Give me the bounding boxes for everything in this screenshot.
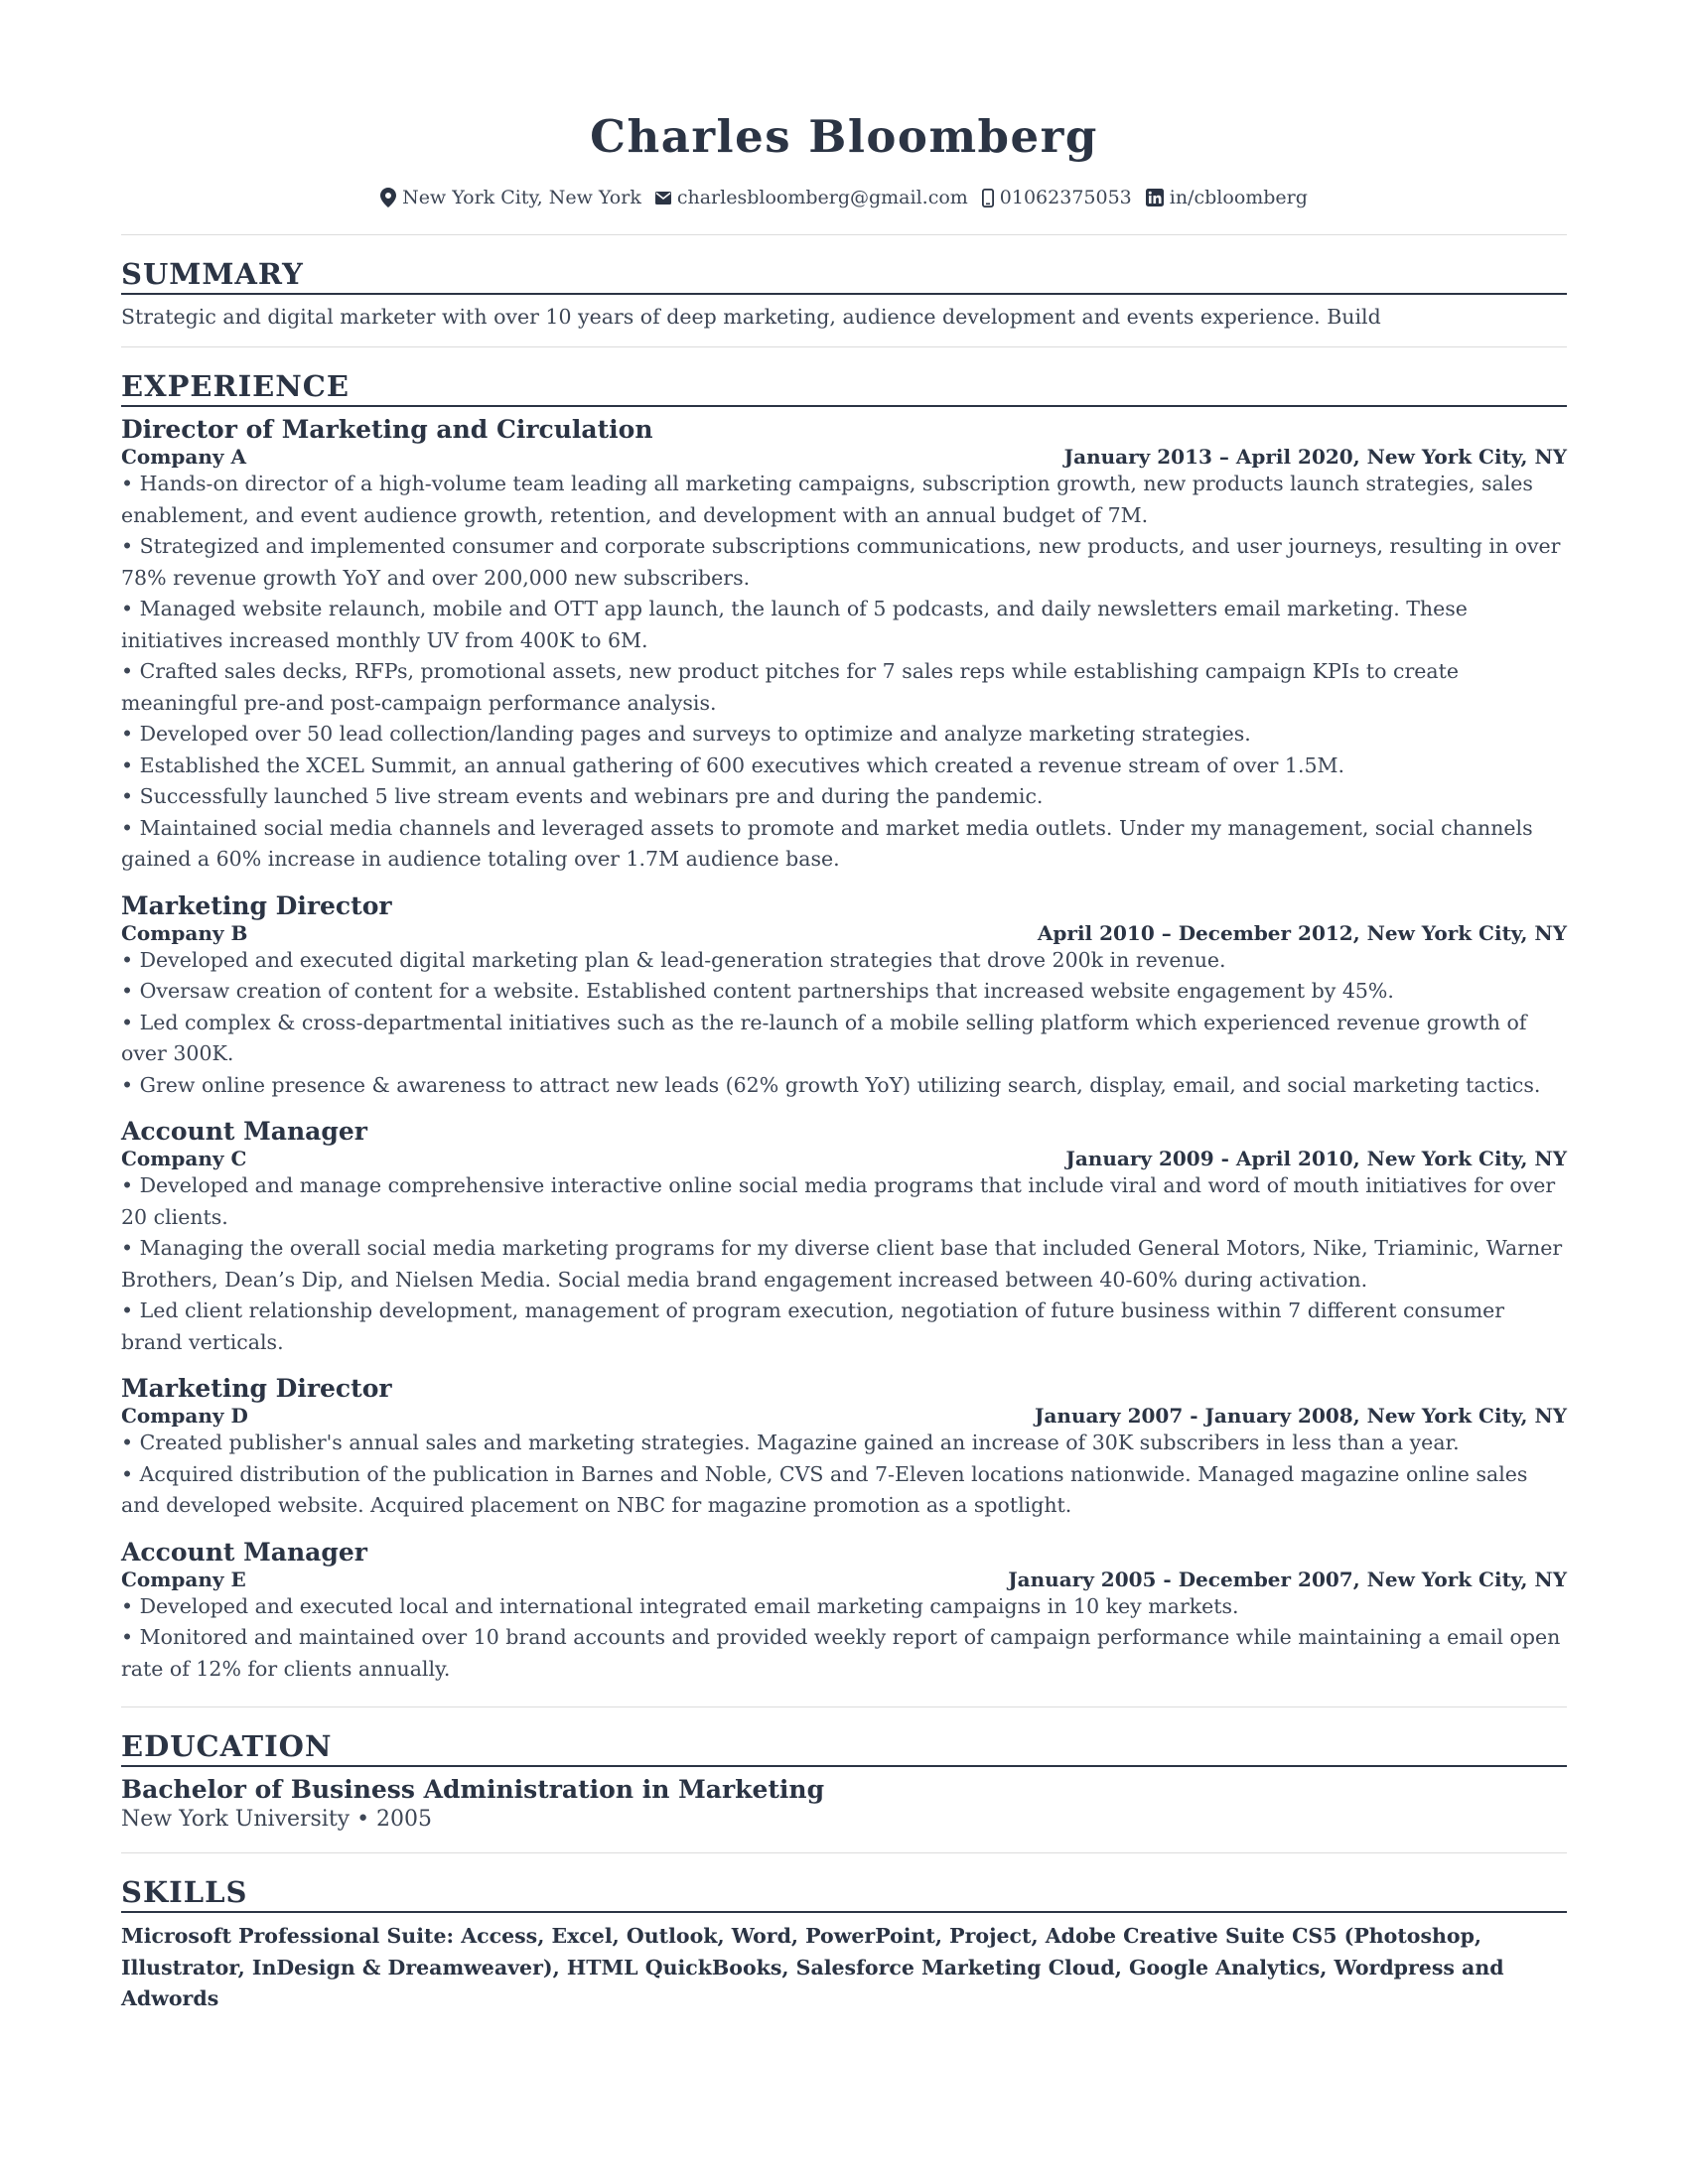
job-bullet: • Monitored and maintained over 10 brand accounts and provided weekly report of campaign performance while maintaining a email open rate of 12% for clients annually. (121, 1625, 1561, 1681)
candidate-name: Charles Bloomberg (590, 110, 1098, 163)
experience-heading: EXPERIENCE (121, 369, 1567, 407)
job-bullet: • Managed website relaunch, mobile and OTT app launch, the launch of 5 podcasts, and daily newsletters email marketing. These initiatives increased monthly UV from 400K to 6M. (121, 597, 1468, 652)
job-entry (121, 891, 1567, 1102)
job-bullet: • Maintained social media channels and leveraged assets to promote and market media outlets. Under my management, social channels gained a 60% increase in audience totaling over 1.7M audience base. (121, 815, 1533, 871)
job-bullet: • Managing the overall social media marketing programs for my diverse client base that included General Motors, Nike, Triaminic, Warner Brothers, Dean’s Dip, and Nielsen Media. Social media brand engagement increased between 40-60% during activation. (121, 1236, 1563, 1292)
location-pin-icon (380, 188, 396, 207)
job-dates-location: January 2009 - April 2010, New York City, NY (1065, 1147, 1567, 1170)
contact-location (380, 187, 641, 208)
job-bullet: • Crafted sales decks, RFPs, promotional assets, new product pitches for 7 sales reps while establishing campaign KPIs to create meaningful pre-and post-campaign performance analysis. (121, 659, 1459, 715)
contact-email[interactable] (655, 187, 968, 208)
job-dates-location: January 2005 - December 2007, New York City, NY (1008, 1567, 1567, 1591)
job-entry (121, 1374, 1567, 1522)
job-bullet: • Developed and executed local and international integrated email marketing campaigns in 10 key markets. (121, 1593, 1239, 1618)
envelope-icon (655, 192, 671, 205)
job-meta (121, 445, 1567, 469)
job-bullet: • Created publisher's annual sales and marketing strategies. Magazine gained an increase of 30K subscribers in less than a year. (121, 1431, 1460, 1454)
contact-linkedin[interactable] (1146, 187, 1308, 208)
degree-title: Bachelor of Business Administration in Marketing (121, 1775, 825, 1804)
education-heading: EDUCATION (121, 1729, 1567, 1767)
education-section (121, 1729, 1567, 1835)
phone-number[interactable]: 01062375053 (999, 187, 1132, 208)
email-link[interactable]: charlesbloomberg@gmail.com (676, 187, 968, 208)
job-title: Marketing Director (121, 1374, 392, 1403)
skills-list: Microsoft Professional Suite: Access, Excel, Outlook, Word, PowerPoint, Project, Adobe Creative Suite CS5 (Photoshop, Illustrator, InDesign & Dreamweaver), HTML QuickBooks, Salesforce Marketing Cloud, Google Analytics, Wordpress and Adwords (121, 1924, 1504, 2010)
job-title: Account Manager (121, 1537, 367, 1567)
experience-section (121, 369, 1567, 1706)
summary-divider (121, 346, 1567, 347)
skills-section (121, 1875, 1567, 2015)
summary-heading: SUMMARY (121, 257, 1567, 295)
job-meta (121, 1568, 1567, 1591)
job-meta (121, 1404, 1567, 1428)
job-dates-location: January 2007 - January 2008, New York City, NY (1034, 1404, 1567, 1428)
job-title: Account Manager (121, 1117, 367, 1146)
linkedin-icon (1146, 189, 1164, 206)
job-bullet: • Successfully launched 5 live stream events and webinars pre and during the pandemic. (121, 784, 1044, 808)
job-meta (121, 1147, 1567, 1170)
job-dates-location: April 2010 – December 2012, New York City, NY (1037, 920, 1567, 945)
job-bullet: • Led client relationship development, management of program execution, negotiation of future business within 7 different consumer brand verticals. (121, 1298, 1505, 1354)
school-and-year: New York University • 2005 (121, 1807, 433, 1832)
contact-bar (121, 187, 1567, 208)
company-name: Company B (121, 920, 248, 945)
mobile-phone-icon (982, 189, 994, 207)
location-text: New York City, New York (402, 187, 641, 208)
job-bullet: • Developed over 50 lead collection/landing pages and surveys to optimize and analyze marketing strategies. (121, 722, 1251, 746)
job-bullet: • Acquired distribution of the publication in Barnes and Noble, CVS and 7-Eleven locations nationwide. Managed magazine online sales and developed website. Acquired placement on NBC for magazine promotion as a spotlight. (121, 1461, 1528, 1517)
education-divider (121, 1852, 1567, 1853)
summary-section (121, 257, 1567, 333)
job-bullet: • Oversaw creation of content for a website. Established content partnerships that increased website engagement by 45%. (121, 979, 1394, 1003)
skills-heading: SKILLS (121, 1875, 1567, 1913)
job-bullet: • Led complex & cross-departmental initiatives such as the re-launch of a mobile selling platform which experienced revenue growth of over 300K. (121, 1010, 1527, 1065)
job-entry (121, 415, 1567, 876)
job-bullet: • Hands-on director of a high-volume team leading all marketing campaigns, subscription growth, new products launch strategies, sales enablement, and event audience growth, retention, and development with an annual budget of 7M. (121, 472, 1533, 527)
summary-text: Strategic and digital marketer with over 10 years of deep marketing, audience development and events experience. Build (121, 305, 1381, 329)
job-title: Director of Marketing and Circulation (121, 415, 653, 444)
header-divider (121, 234, 1567, 235)
job-bullet: • Strategized and implemented consumer and corporate subscriptions communications, new products, and user journeys, resulting in over 78% revenue growth YoY and over 200,000 new subscribers. (121, 534, 1561, 590)
job-meta (121, 921, 1567, 945)
job-bullet: • Established the XCEL Summit, an annual gathering of 600 executives which created a revenue stream of over 1.5M. (121, 752, 1345, 777)
job-title: Marketing Director (121, 890, 392, 920)
company-name: Company E (121, 1567, 246, 1591)
company-name: Company C (121, 1147, 247, 1170)
company-name: Company D (121, 1404, 248, 1428)
job-entry (121, 1117, 1567, 1358)
job-bullet: • Developed and executed digital marketing plan & lead-generation strategies that drove 200k in revenue. (121, 947, 1226, 972)
job-bullet: • Developed and manage comprehensive interactive online social media programs that include viral and word of mouth initiatives for over 20 clients. (121, 1173, 1556, 1229)
experience-divider (121, 1706, 1567, 1707)
job-bullet: • Grew online presence & awareness to attract new leads (62% growth YoY) utilizing search, display, email, and social marketing tactics. (121, 1072, 1541, 1097)
linkedin-handle[interactable]: in/cbloomberg (1169, 187, 1308, 208)
job-dates-location: January 2013 – April 2020, New York City, NY (1063, 445, 1567, 469)
job-entry (121, 1538, 1567, 1686)
company-name: Company A (121, 445, 247, 469)
contact-phone[interactable] (982, 187, 1132, 208)
